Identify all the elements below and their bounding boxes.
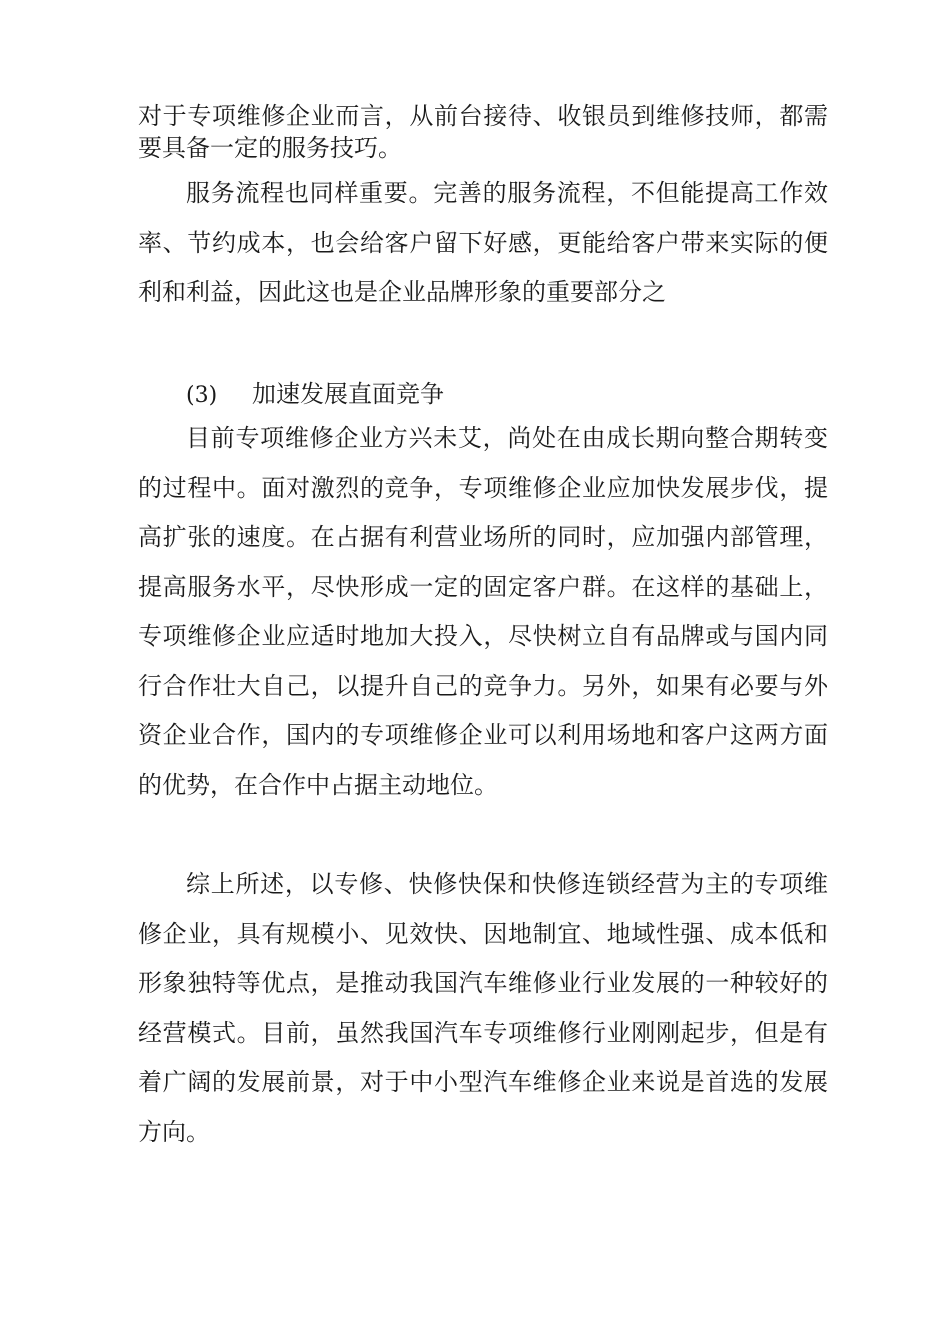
paragraph-competition: 目前专项维修企业方兴未艾，尚处在由成长期向整合期转变的过程中。面对激烈的竞争，专项维修企业应加快发展步伐，提高扩张的速度。在占据有利营业场所的同时，应加强内部管理，提高服务水平，尽快形成一定的固定客户群。在这样的基础上，专项维修企业应适时地加大投入，尽快树立自有品牌或与国内同行合作壮大自己，以提升自己的竞争力。另外，如果有必要与外资企业合作，国内的专项维修企业可以利用场地和客户这两方面的优势，在合作中占据主动地位。 xyxy=(138,424,828,799)
section-heading xyxy=(186,370,444,420)
paragraph-service-process: 服务流程也同样重要。完善的服务流程，不但能提高工作效率、节约成本，也会给客户留下好感，更能给客户带来实际的便利和利益，因此这也是企业品牌形象的重要部分之 xyxy=(138,179,828,306)
paragraph-conclusion: 综上所述，以专修、快修快保和快修连锁经营为主的专项维修企业，具有规模小、见效快、因地制宜、地域性强、成本低和形象独特等优点，是推动我国汽车维修业行业发展的一种较好的经营模式。目前，虽然我国汽车专项维修行业刚刚起步，但是有着广阔的发展前景，对于中小型汽车维修企业来说是首选的发展方向。 xyxy=(138,870,828,1146)
paragraph-service-skills: 对于专项维修企业而言，从前台接待、收银员到维修技师，都需要具备一定的服务技巧。 xyxy=(138,102,828,162)
section-title: 加速发展直面竞争 xyxy=(252,380,444,408)
section-number: (3) xyxy=(186,383,218,408)
